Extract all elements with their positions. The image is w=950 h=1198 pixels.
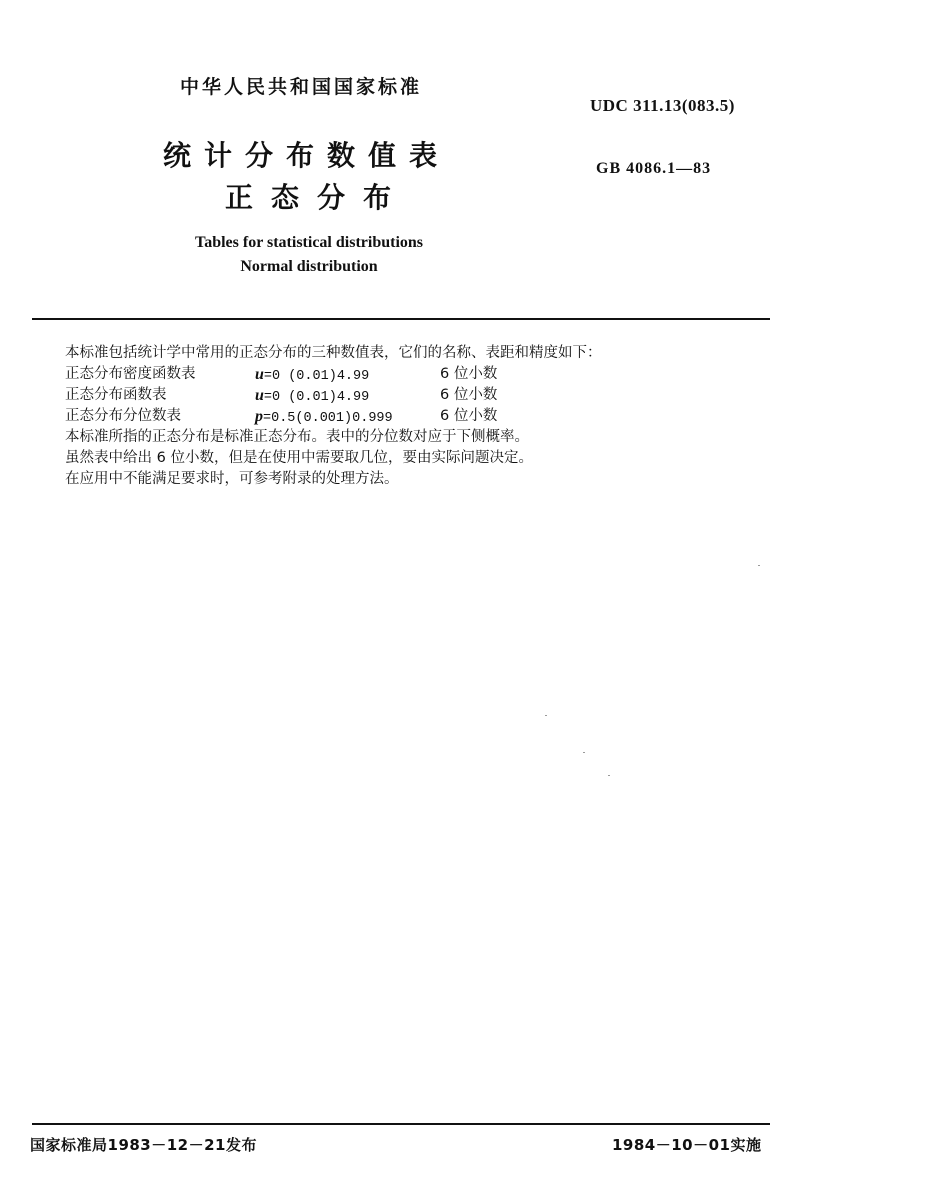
table-variable: u bbox=[255, 366, 264, 383]
scan-speck bbox=[608, 775, 610, 776]
title-chinese-line2: 正态分布 bbox=[225, 181, 410, 214]
table-variable: p bbox=[255, 408, 263, 425]
table-name: 正态分布函数表 bbox=[65, 387, 167, 403]
header-divider bbox=[32, 318, 770, 320]
table-precision: 6 位小数 bbox=[440, 387, 498, 403]
udc-code: UDC 311.13(083.5) bbox=[590, 96, 735, 115]
gb-standard-number: GB 4086.1—83 bbox=[596, 160, 712, 177]
standard-category-label: 中华人民共和国国家标准 bbox=[180, 76, 423, 98]
intro-paragraph: 本标准包括统计学中常用的正态分布的三种数值表，它们的名称、表距和精度如下： bbox=[65, 345, 602, 361]
table-list-row bbox=[65, 385, 602, 406]
note-decimal-places: 虽然表中给出 6 位小数，但是在使用中需要取几位，要由实际问题决定。 bbox=[65, 450, 533, 466]
note-standard-normal: 本标准所指的正态分布是标准正态分布。表中的分位数对应于下侧概率。 bbox=[65, 429, 529, 445]
table-range bbox=[255, 406, 393, 429]
scan-speck bbox=[583, 752, 585, 753]
table-precision: 6 位小数 bbox=[440, 408, 498, 424]
title-english-line1: Tables for statistical distributions bbox=[194, 234, 424, 251]
table-range-value: =0 (0.01)4.99 bbox=[263, 390, 370, 405]
table-list-row bbox=[65, 364, 602, 385]
scan-speck bbox=[758, 565, 760, 566]
footer-divider bbox=[32, 1123, 770, 1125]
title-english-line2: Normal distribution bbox=[240, 258, 378, 275]
table-list-row bbox=[65, 406, 602, 427]
table-name: 正态分布密度函数表 bbox=[65, 366, 196, 382]
table-range bbox=[255, 385, 369, 408]
scan-speck bbox=[545, 715, 547, 716]
table-range bbox=[255, 364, 369, 387]
document-body bbox=[65, 343, 602, 490]
table-variable: u bbox=[255, 387, 264, 404]
note-appendix-reference: 在应用中不能满足要求时，可参考附录的处理方法。 bbox=[65, 471, 399, 487]
title-chinese-line1: 统计分布数值表 bbox=[163, 139, 451, 172]
effective-date: 1984－10－01实施 bbox=[612, 1136, 762, 1154]
table-name: 正态分布分位数表 bbox=[65, 408, 181, 424]
table-range-value: =0 (0.01)4.99 bbox=[263, 369, 370, 384]
title-english bbox=[150, 231, 468, 279]
issue-date: 国家标准局1983－12－21发布 bbox=[30, 1136, 257, 1154]
table-precision: 6 位小数 bbox=[440, 366, 498, 382]
table-range-value: =0.5(0.001)0.999 bbox=[263, 411, 393, 426]
